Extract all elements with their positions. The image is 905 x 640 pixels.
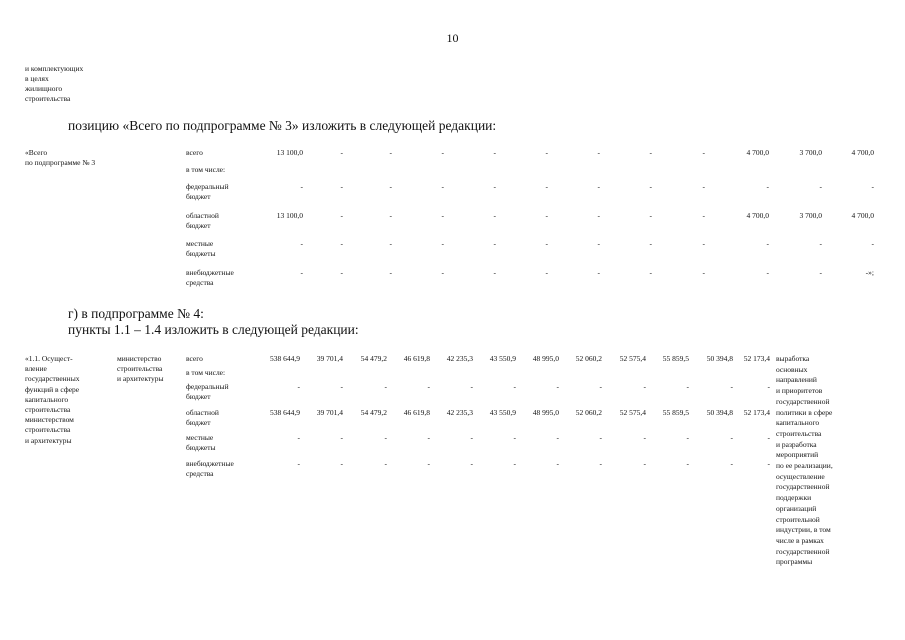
table-cell-value: 538 644,9	[270, 408, 300, 417]
table-cell-value: -	[702, 182, 705, 191]
funding-source-label: областной	[186, 211, 219, 220]
expected-result-line: основных	[776, 364, 808, 374]
table-cell-value: -	[297, 459, 300, 468]
expected-result-line: капитального	[776, 418, 820, 428]
table-cell-value: -	[643, 433, 646, 442]
table-cell-value: -	[766, 182, 769, 191]
table-cell-value: 3 700,0	[799, 211, 822, 220]
table-cell-value: 55 859,5	[662, 354, 689, 363]
fragment-line: строительства	[25, 94, 71, 103]
funding-source-label: средства	[186, 469, 214, 478]
table-cell-value: -	[649, 182, 652, 191]
expected-result-line: государственной	[776, 482, 830, 492]
table-cell-value: -	[649, 268, 652, 277]
row-label-line: по подпрограмме № 3	[25, 158, 96, 167]
fragment-line: жилищного	[25, 84, 63, 93]
row-label-line: «Всего	[25, 148, 48, 157]
table-cell-value: -	[340, 182, 343, 191]
executor-line: министерство	[117, 354, 162, 363]
table-cell-value: -	[767, 433, 770, 442]
funding-source-label: в том числе:	[186, 368, 226, 377]
item-name-line: министерством	[25, 415, 74, 425]
table-cell-value: -	[597, 211, 600, 220]
table-cell-value: -	[340, 239, 343, 248]
table-cell-value: -	[686, 459, 689, 468]
expected-result-line: мероприятий	[776, 450, 819, 460]
item-name-line: строительства	[25, 425, 71, 435]
table-cell-value: 48 995,0	[532, 354, 559, 363]
expected-result-line: программы	[776, 557, 813, 567]
item-name-line: «1.1. Осущест-	[25, 354, 73, 363]
table-cell-value: -	[427, 433, 430, 442]
table-cell-value: 42 235,3	[446, 408, 473, 417]
table-cell-value: -	[427, 459, 430, 468]
table-cell-value: -	[730, 382, 733, 391]
table-cell-value: -	[470, 459, 473, 468]
table-cell-value: -	[730, 459, 733, 468]
funding-source-label: всего	[186, 354, 203, 363]
expected-result-line: поддержки	[776, 493, 812, 503]
table-cell-value: 42 235,3	[446, 354, 473, 363]
table-cell-value: -	[300, 182, 303, 191]
table-cell-value: -	[599, 433, 602, 442]
table-cell-value: -	[340, 382, 343, 391]
table-cell-value: -	[599, 459, 602, 468]
table-cell-value: -	[545, 148, 548, 157]
expected-result-line: осуществление	[776, 471, 825, 481]
table-cell-value: -	[686, 433, 689, 442]
funding-source-label: бюджеты	[186, 249, 216, 258]
table-cell-value: 50 394,8	[706, 408, 733, 417]
table-cell-value: -	[819, 239, 822, 248]
table-cell-value: -	[767, 382, 770, 391]
table-cell-value: -	[441, 148, 444, 157]
expected-result-line: направлений	[776, 375, 817, 385]
expected-result-line: политики в сфере	[776, 407, 833, 417]
table-cell-value: -	[389, 239, 392, 248]
table-cell-value: 46 619,8	[403, 408, 430, 417]
expected-result-line: числе в рамках	[776, 535, 824, 545]
table-cell-value: -»;	[865, 268, 874, 277]
expected-result-line: строительства	[776, 428, 822, 438]
table-cell-value: -	[493, 182, 496, 191]
table-cell-value: 4 700,0	[851, 148, 874, 157]
table-cell-value: 43 550,9	[489, 408, 516, 417]
expected-result-line: организаций	[776, 503, 817, 513]
executor-line: и архитектуры	[117, 374, 164, 384]
table-cell-value: -	[470, 382, 473, 391]
item-name-line: вление	[25, 364, 47, 374]
funding-source-label: средства	[186, 278, 214, 287]
table-cell-value: 52 575,4	[619, 354, 646, 363]
table-cell-value: -	[686, 382, 689, 391]
table-cell-value: -	[493, 211, 496, 220]
table-cell-value: 39 701,4	[316, 408, 343, 417]
table-cell-value: 52 173,4	[743, 354, 770, 363]
table-cell-value: 52 173,4	[743, 408, 770, 417]
table-cell-value: -	[297, 382, 300, 391]
table-cell-value: -	[340, 148, 343, 157]
item-name-line: капитального	[25, 394, 69, 404]
funding-source-label: бюджет	[186, 418, 211, 427]
table-cell-value: -	[545, 239, 548, 248]
funding-source-label: федеральный	[186, 382, 229, 391]
expected-result-line: и разработка	[776, 439, 817, 449]
table-cell-value: 52 575,4	[619, 408, 646, 417]
table-cell-value: -	[513, 459, 516, 468]
expected-result-line: по ее реализации,	[776, 461, 833, 470]
table-cell-value: -	[389, 268, 392, 277]
table-cell-value: 13 100,0	[276, 211, 303, 220]
table-cell-value: -	[643, 382, 646, 391]
table-cell-value: -	[427, 382, 430, 391]
funding-source-label: бюджет	[186, 221, 211, 230]
table-cell-value: -	[597, 268, 600, 277]
table-cell-value: -	[649, 148, 652, 157]
table-cell-value: -	[871, 182, 874, 191]
funding-source-label: бюджет	[186, 392, 211, 401]
table-cell-value: -	[545, 268, 548, 277]
table-cell-value: 54 479,2	[360, 408, 387, 417]
table-cell-value: 55 859,5	[662, 408, 689, 417]
table-cell-value: -	[819, 182, 822, 191]
table-cell-value: 52 060,2	[575, 408, 602, 417]
funding-source-label: в том числе:	[186, 165, 226, 174]
funding-source-label: внебюджетные	[186, 268, 234, 277]
table-cell-value: -	[384, 382, 387, 391]
instruction-heading-3: пункты 1.1 – 1.4 изложить в следующей редакции:	[68, 322, 359, 337]
table-cell-value: -	[545, 182, 548, 191]
table-cell-value: -	[766, 268, 769, 277]
expected-result-line: государственной	[776, 396, 830, 406]
table-cell-value: -	[871, 239, 874, 248]
table-cell-value: -	[300, 268, 303, 277]
executor-line: строительства	[117, 364, 163, 374]
table-cell-value: -	[556, 382, 559, 391]
table-cell-value: -	[340, 211, 343, 220]
table-cell-value: -	[599, 382, 602, 391]
expected-result-line: выработка	[776, 354, 810, 363]
table-cell-value: -	[389, 148, 392, 157]
table-cell-value: 54 479,2	[360, 354, 387, 363]
table-cell-value: 538 644,9	[270, 354, 300, 363]
table-cell-value: -	[702, 239, 705, 248]
table-cell-value: -	[766, 239, 769, 248]
table-cell-value: -	[597, 148, 600, 157]
item-name-line: и архитектуры	[25, 435, 72, 445]
item-name-line: функций в сфере	[25, 384, 80, 394]
funding-source-label: федеральный	[186, 182, 229, 191]
page-number: 10	[446, 31, 459, 45]
funding-source-label: всего	[186, 148, 203, 157]
fragment-line: в целях	[25, 74, 49, 83]
table-cell-value: 4 700,0	[746, 211, 769, 220]
table-cell-value: -	[730, 433, 733, 442]
funding-source-label: внебюджетные	[186, 459, 234, 468]
table-cell-value: -	[340, 433, 343, 442]
table-cell-value: -	[649, 239, 652, 248]
table-cell-value: -	[470, 433, 473, 442]
table-cell-value: -	[340, 459, 343, 468]
table-cell-value: -	[384, 459, 387, 468]
table-cell-value: -	[513, 433, 516, 442]
table-cell-value: -	[340, 268, 343, 277]
item-name-line: строительства	[25, 405, 71, 414]
funding-source-label: бюджеты	[186, 443, 216, 452]
instruction-heading-2: г) в подпрограмме № 4:	[68, 306, 204, 321]
table-cell-value: 50 394,8	[706, 354, 733, 363]
table-cell-value: -	[556, 459, 559, 468]
table-cell-value: -	[441, 239, 444, 248]
table-cell-value: -	[702, 268, 705, 277]
funding-source-label: областной	[186, 408, 219, 417]
table-cell-value: -	[545, 211, 548, 220]
table-cell-value: -	[297, 433, 300, 442]
table-cell-value: -	[767, 459, 770, 468]
funding-source-label: местные	[186, 239, 214, 248]
table-cell-value: -	[441, 211, 444, 220]
table-cell-value: 52 060,2	[575, 354, 602, 363]
table-cell-value: -	[597, 182, 600, 191]
table-cell-value: -	[702, 211, 705, 220]
funding-source-label: бюджет	[186, 192, 211, 201]
table-cell-value: -	[493, 239, 496, 248]
table-cell-value: -	[493, 268, 496, 277]
table-cell-value: -	[702, 148, 705, 157]
fragment-line: и комплектующих	[25, 64, 84, 73]
expected-result-line: государственной	[776, 546, 830, 556]
table-cell-value: -	[643, 459, 646, 468]
table-cell-value: -	[300, 239, 303, 248]
table-cell-value: -	[389, 211, 392, 220]
expected-result-line: индустрии, в том	[776, 525, 831, 535]
table-cell-value: 4 700,0	[746, 148, 769, 157]
table-cell-value: 4 700,0	[851, 211, 874, 220]
expected-result-line: строительной	[776, 514, 820, 524]
table-cell-value: -	[493, 148, 496, 157]
table-cell-value: 3 700,0	[799, 148, 822, 157]
table-cell-value: -	[819, 268, 822, 277]
table-cell-value: -	[441, 268, 444, 277]
instruction-heading-1: позицию «Всего по подпрограмме № 3» изложить в следующей редакции:	[68, 118, 497, 133]
table-cell-value: -	[389, 182, 392, 191]
table-cell-value: -	[441, 182, 444, 191]
table-cell-value: 46 619,8	[403, 354, 430, 363]
table-cell-value: -	[384, 433, 387, 442]
table-cell-value: -	[513, 382, 516, 391]
table-cell-value: -	[556, 433, 559, 442]
table-cell-value: 39 701,4	[316, 354, 343, 363]
table-cell-value: 13 100,0	[276, 148, 303, 157]
funding-source-label: местные	[186, 433, 214, 442]
expected-result-line: и приоритетов	[776, 386, 823, 396]
table-cell-value: 43 550,9	[489, 354, 516, 363]
item-name-line: государственных	[25, 374, 80, 384]
table-cell-value: -	[597, 239, 600, 248]
table-cell-value: -	[649, 211, 652, 220]
table-cell-value: 48 995,0	[532, 408, 559, 417]
